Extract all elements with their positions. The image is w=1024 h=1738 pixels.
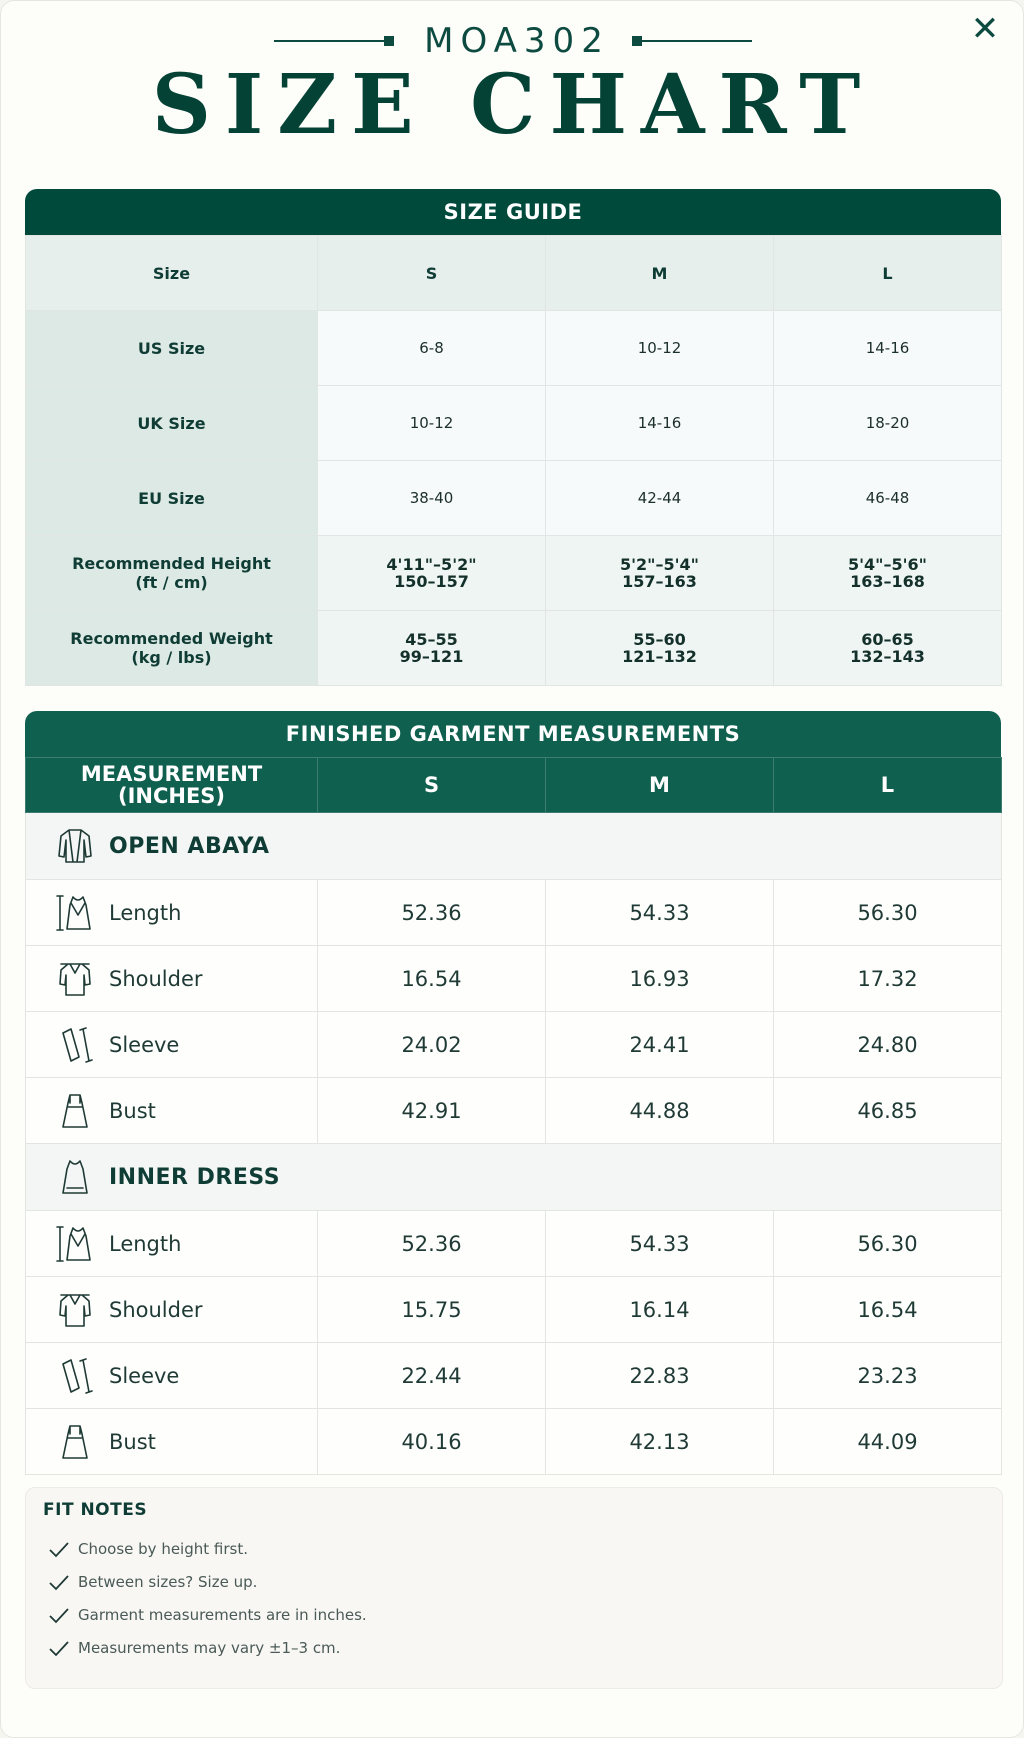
table-cell: 44.88 bbox=[546, 1078, 774, 1144]
table-cell: 4'11"–5'2" 150–157 bbox=[318, 536, 546, 611]
garment-table bbox=[25, 757, 1002, 1475]
table-cell: 18-20 bbox=[774, 386, 1002, 461]
table-cell: 56.30 bbox=[774, 880, 1002, 946]
table-header-row bbox=[26, 758, 1002, 813]
table-cell: 46.85 bbox=[774, 1078, 1002, 1144]
measurement-label: Length bbox=[26, 1211, 318, 1277]
fit-note: Between sizes? Size up. bbox=[48, 1573, 257, 1591]
table-cell: 23.23 bbox=[774, 1343, 1002, 1409]
column-header: S bbox=[318, 236, 546, 311]
table-cell: 16.54 bbox=[774, 1277, 1002, 1343]
table-cell: 40.16 bbox=[318, 1409, 546, 1475]
open-abaya-icon bbox=[55, 826, 95, 866]
table-row bbox=[26, 386, 1002, 461]
table-cell: 52.36 bbox=[318, 1211, 546, 1277]
table-row bbox=[26, 1211, 1002, 1277]
table-cell: 17.32 bbox=[774, 946, 1002, 1012]
length-icon bbox=[55, 1224, 95, 1264]
check-icon bbox=[48, 1573, 70, 1591]
column-header: S bbox=[318, 758, 546, 813]
row-label: Recommended Height (ft / cm) bbox=[26, 536, 318, 611]
table-cell: 6-8 bbox=[318, 311, 546, 386]
table-cell: 24.41 bbox=[546, 1012, 774, 1078]
divider-square bbox=[632, 36, 642, 46]
table-cell: 60–65 132–143 bbox=[774, 611, 1002, 686]
bust-icon bbox=[55, 1422, 95, 1462]
fit-note: Measurements may vary ±1–3 cm. bbox=[48, 1639, 340, 1657]
table-cell: 56.30 bbox=[774, 1211, 1002, 1277]
table-row bbox=[26, 946, 1002, 1012]
table-row bbox=[26, 1277, 1002, 1343]
column-header: Size bbox=[26, 236, 318, 311]
size-guide-heading: SIZE GUIDE bbox=[25, 189, 1001, 235]
measurement-label: Shoulder bbox=[26, 946, 318, 1012]
group-header bbox=[26, 813, 1002, 880]
fit-notes bbox=[25, 1487, 1003, 1689]
column-header: L bbox=[774, 758, 1002, 813]
garment-heading: FINISHED GARMENT MEASUREMENTS bbox=[25, 711, 1001, 757]
row-label: EU Size bbox=[26, 461, 318, 536]
table-row bbox=[26, 611, 1002, 686]
table-cell: 16.54 bbox=[318, 946, 546, 1012]
column-header: M bbox=[546, 758, 774, 813]
column-header: MEASUREMENT (INCHES) bbox=[26, 758, 318, 813]
table-cell: 15.75 bbox=[318, 1277, 546, 1343]
table-cell: 10-12 bbox=[546, 311, 774, 386]
table-cell: 10-12 bbox=[318, 386, 546, 461]
measurement-label: Sleeve bbox=[26, 1343, 318, 1409]
product-code: MOA302 bbox=[424, 21, 610, 61]
measurement-label: Bust bbox=[26, 1409, 318, 1475]
bust-icon bbox=[55, 1091, 95, 1131]
table-cell: 54.33 bbox=[546, 880, 774, 946]
table-cell: 16.14 bbox=[546, 1277, 774, 1343]
table-row bbox=[26, 1343, 1002, 1409]
inner-dress-icon bbox=[55, 1157, 95, 1197]
row-label: UK Size bbox=[26, 386, 318, 461]
fit-note: Choose by height first. bbox=[48, 1540, 248, 1558]
divider bbox=[274, 40, 384, 42]
sleeve-icon bbox=[55, 1025, 95, 1065]
table-row bbox=[26, 1078, 1002, 1144]
check-icon bbox=[48, 1540, 70, 1558]
table-row bbox=[26, 536, 1002, 611]
measurement-label: Shoulder bbox=[26, 1277, 318, 1343]
measurement-label: Sleeve bbox=[26, 1012, 318, 1078]
divider bbox=[642, 40, 752, 42]
row-label: US Size bbox=[26, 311, 318, 386]
fit-note: Garment measurements are in inches. bbox=[48, 1606, 367, 1624]
table-row bbox=[26, 461, 1002, 536]
table-cell: 16.93 bbox=[546, 946, 774, 1012]
table-row bbox=[26, 1409, 1002, 1475]
table-cell: 46-48 bbox=[774, 461, 1002, 536]
table-cell: 24.02 bbox=[318, 1012, 546, 1078]
table-cell: 45–55 99–121 bbox=[318, 611, 546, 686]
table-cell: 42-44 bbox=[546, 461, 774, 536]
table-cell: 44.09 bbox=[774, 1409, 1002, 1475]
divider-square bbox=[384, 36, 394, 46]
measurement-label: Length bbox=[26, 880, 318, 946]
table-cell: 14-16 bbox=[546, 386, 774, 461]
table-cell: 42.91 bbox=[318, 1078, 546, 1144]
table-cell: 54.33 bbox=[546, 1211, 774, 1277]
shoulder-icon bbox=[55, 959, 95, 999]
table-cell: 55–60 121–132 bbox=[546, 611, 774, 686]
shoulder-icon bbox=[55, 1290, 95, 1330]
table-cell: 38-40 bbox=[318, 461, 546, 536]
table-cell: 22.83 bbox=[546, 1343, 774, 1409]
fit-notes-title: FIT NOTES bbox=[43, 1500, 148, 1520]
table-cell: 22.44 bbox=[318, 1343, 546, 1409]
table-cell: 24.80 bbox=[774, 1012, 1002, 1078]
table-cell: 14-16 bbox=[774, 311, 1002, 386]
table-header-row bbox=[26, 236, 1002, 311]
table-cell: 52.36 bbox=[318, 880, 546, 946]
table-row bbox=[26, 1012, 1002, 1078]
group-name: OPEN ABAYA bbox=[109, 833, 270, 859]
column-header: L bbox=[774, 236, 1002, 311]
length-icon bbox=[55, 893, 95, 933]
check-icon bbox=[48, 1606, 70, 1624]
sleeve-icon bbox=[55, 1356, 95, 1396]
page-title: SIZE CHART bbox=[151, 57, 875, 153]
table-cell: 5'2"–5'4" 157–163 bbox=[546, 536, 774, 611]
group-name: INNER DRESS bbox=[109, 1164, 281, 1190]
group-row bbox=[26, 1144, 1002, 1211]
column-header: M bbox=[546, 236, 774, 311]
check-icon bbox=[48, 1639, 70, 1657]
table-cell: 5'4"–5'6" 163–168 bbox=[774, 536, 1002, 611]
group-row bbox=[26, 813, 1002, 880]
size-guide-table bbox=[25, 235, 1002, 686]
table-cell: 42.13 bbox=[546, 1409, 774, 1475]
table-row bbox=[26, 311, 1002, 386]
table-row bbox=[26, 880, 1002, 946]
row-label: Recommended Weight (kg / lbs) bbox=[26, 611, 318, 686]
measurement-label: Bust bbox=[26, 1078, 318, 1144]
group-header bbox=[26, 1144, 1002, 1211]
close-icon[interactable]: ✕ bbox=[970, 9, 1000, 49]
